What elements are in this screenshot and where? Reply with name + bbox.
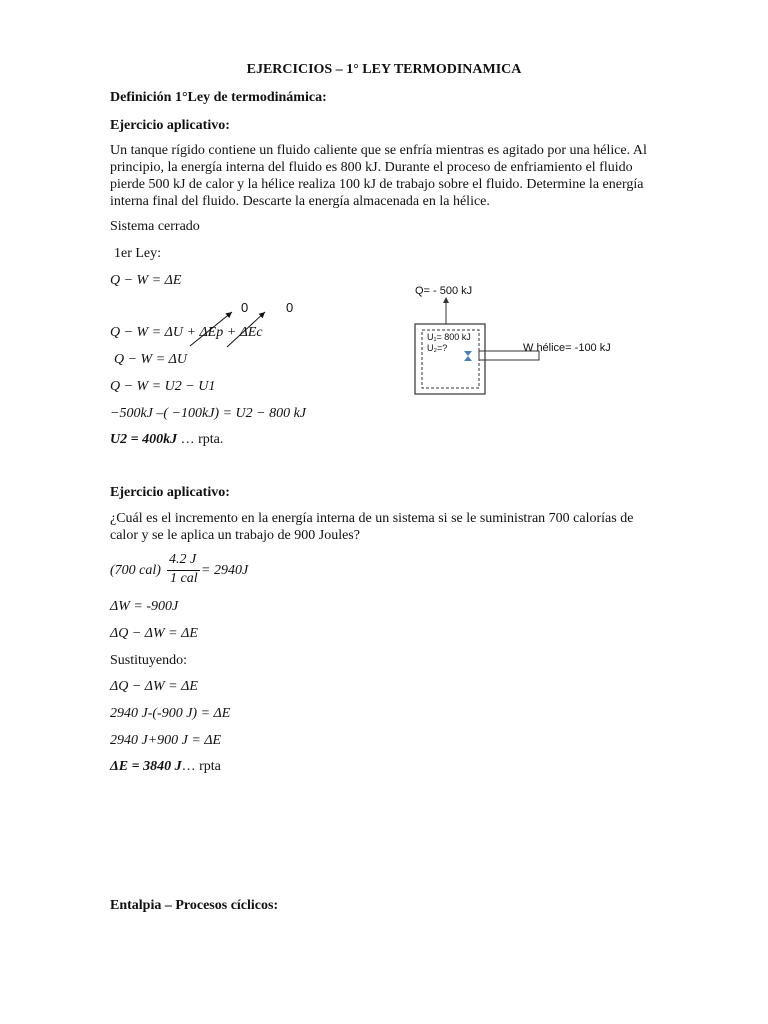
conversion-rhs: = 2940J bbox=[201, 563, 249, 578]
exercise1-heading: Ejercicio aplicativo: bbox=[110, 118, 230, 133]
equation-sub-2: 2940 J+900 J = ΔE bbox=[110, 733, 222, 748]
conversion-numerator: 4.2 J bbox=[169, 552, 197, 567]
result-2 bbox=[110, 758, 221, 775]
page-title: EJERCICIOS – 1° LEY TERMODINAMICA bbox=[246, 62, 522, 77]
equation-2: Q − W = ΔU + ΔEp + ΔEc bbox=[110, 325, 263, 340]
equation-law: ΔQ − ΔW = ΔE bbox=[110, 626, 198, 641]
u1-label: U₁= 800 kJ bbox=[427, 332, 471, 342]
enthalpy-heading: Entalpia – Procesos cíclicos: bbox=[110, 898, 279, 913]
result-1-suffix: … rpta. bbox=[177, 432, 224, 447]
conversion-denominator: 1 cal bbox=[170, 571, 198, 586]
equation-1: Q − W = ΔE bbox=[110, 273, 182, 288]
equation-4: Q − W = U2 − U1 bbox=[110, 379, 216, 394]
exercise1-statement: Un tanque rígido contiene un fluido caliente que se enfría mientras es agitado por una hélice. Al principio, la energía interna del fluido es 800 kJ. Durante el proceso de enfriamiento el fluido pierde 500 kJ de calor y la hélice realiza 100 kJ de trabajo sobre el fluido. Determine la energía interna final del fluido. Descarte la energía almacenada en la hélice. bbox=[110, 143, 647, 209]
exercise2-statement: ¿Cuál es el incremento en la energía interna de un sistema si se le suministran 700 calorías de calor y se le aplica un trabajo de 900 Joules? bbox=[110, 511, 634, 543]
zero-ep: 0 bbox=[241, 300, 249, 315]
equation-5: −500kJ –( −100kJ) = U2 − 800 kJ bbox=[110, 406, 307, 421]
work-label: W hélice= -100 kJ bbox=[523, 342, 611, 354]
exercise2-heading: Ejercicio aplicativo: bbox=[110, 485, 230, 500]
zero-ec: 0 bbox=[286, 300, 294, 315]
result-2-suffix: … rpta bbox=[181, 759, 221, 774]
u2-label: U₂=? bbox=[427, 343, 448, 353]
substitution-label: Sustituyendo: bbox=[110, 653, 188, 668]
definition-heading: Definición 1°Ley de termodinámica: bbox=[110, 90, 327, 105]
result-1 bbox=[110, 431, 223, 448]
heat-label: Q= - 500 kJ bbox=[415, 285, 473, 297]
equation-law-2: ΔQ − ΔW = ΔE bbox=[110, 679, 198, 694]
system-label: Sistema cerrado bbox=[110, 219, 200, 234]
equation-work: ΔW = -900J bbox=[110, 599, 179, 614]
result-2-value: ΔE = 3840 J bbox=[110, 759, 182, 774]
equation-3: Q − W = ΔU bbox=[114, 352, 187, 367]
equation-sub-1: 2940 J-(-900 J) = ΔE bbox=[110, 706, 231, 721]
conversion-lhs: (700 cal) bbox=[110, 563, 161, 578]
law-label: 1er Ley: bbox=[114, 246, 162, 261]
result-1-value: U2 = 400kJ bbox=[110, 432, 178, 447]
